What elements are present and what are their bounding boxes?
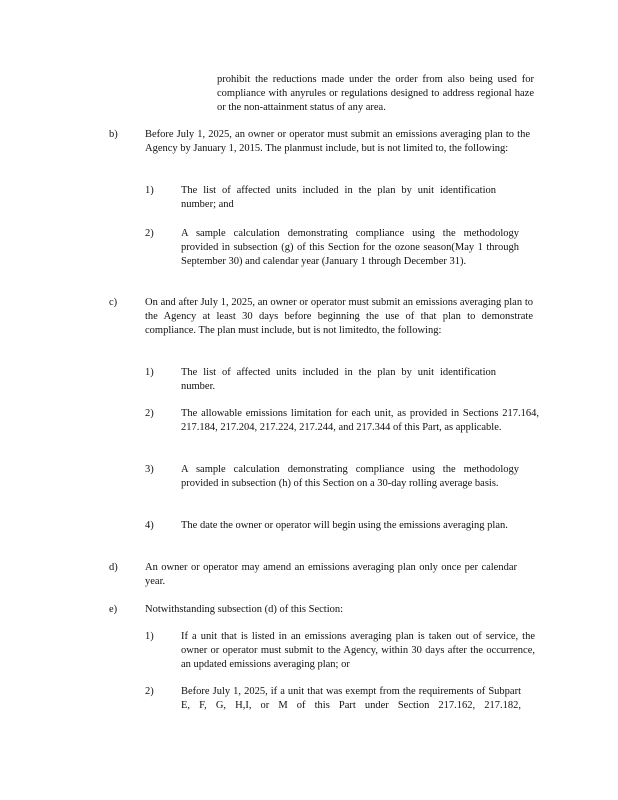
subitem-label-c2: 2) <box>145 408 154 419</box>
item-text-b: Before July 1, 2025, an owner or operator must submit an emissions averaging plan to the Agency by January 1, 2015. The planmust include, but is not limited to, the following: <box>145 129 530 154</box>
subitem-label-e1: 1) <box>145 631 154 642</box>
item-label-d: d) <box>109 562 118 573</box>
subitem-text-c4: The date the owner or operator will begin using the emissions averaging plan. <box>181 520 508 531</box>
subitem-text-e2: Before July 1, 2025, if a unit that was exempt from the requirements of Subpart E, F, G, H,I, or M of this Part under Section 217.162, 217.182, <box>181 686 521 711</box>
subitem-text-e1: If a unit that is listed in an emissions averaging plan is taken out of service, the owner or operator must submit to the Agency, within 30 days after the occurrence, an updated emissions averaging plan; or <box>181 631 535 670</box>
continuation-paragraph: prohibit the reductions made under the order from also being used for compliance with anyrules or regulations designed to address regional haze or the non-attainment status of any area. <box>217 74 534 113</box>
item-text-e: Notwithstanding subsection (d) of this Section: <box>145 604 344 615</box>
item-text-d: An owner or operator may amend an emissions averaging plan only once per calendar year. <box>145 562 517 587</box>
subitem-text-c1: The list of affected units included in the plan by unit identification number. <box>181 367 496 392</box>
subitem-label-b1: 1) <box>145 185 154 196</box>
subitem-label-b2: 2) <box>145 228 154 239</box>
item-label-c: c) <box>109 297 118 308</box>
item-text-c: On and after July 1, 2025, an owner or operator must submit an emissions averaging plan to the Agency at least 30 days before beginning the use of that plan to demonstrate compliance. The plan must include, but is not limitedto, the following: <box>145 297 533 336</box>
item-label-e: e) <box>109 604 118 615</box>
subitem-label-c3: 3) <box>145 464 154 475</box>
subitem-text-c3: A sample calculation demonstrating compliance using the methodology provided in subsection (h) of this Section on a 30-day rolling average basis. <box>181 464 519 489</box>
item-label-b: b) <box>109 129 118 140</box>
subitem-text-c2: The allowable emissions limitation for each unit, as provided in Sections 217.164, 217.184, 217.204, 217.224, 217.244, and 217.344 of this Part, as applicable. <box>181 408 539 433</box>
subitem-text-b2: A sample calculation demonstrating compliance using the methodology provided in subsection (g) of this Section for the ozone season(May 1 through September 30) and calendar year (January 1 through December 31). <box>181 228 519 267</box>
subitem-label-e2: 2) <box>145 686 154 697</box>
subitem-label-c1: 1) <box>145 367 154 378</box>
subitem-text-b1: The list of affected units included in the plan by unit identification number; and <box>181 185 496 210</box>
subitem-label-c4: 4) <box>145 520 154 531</box>
